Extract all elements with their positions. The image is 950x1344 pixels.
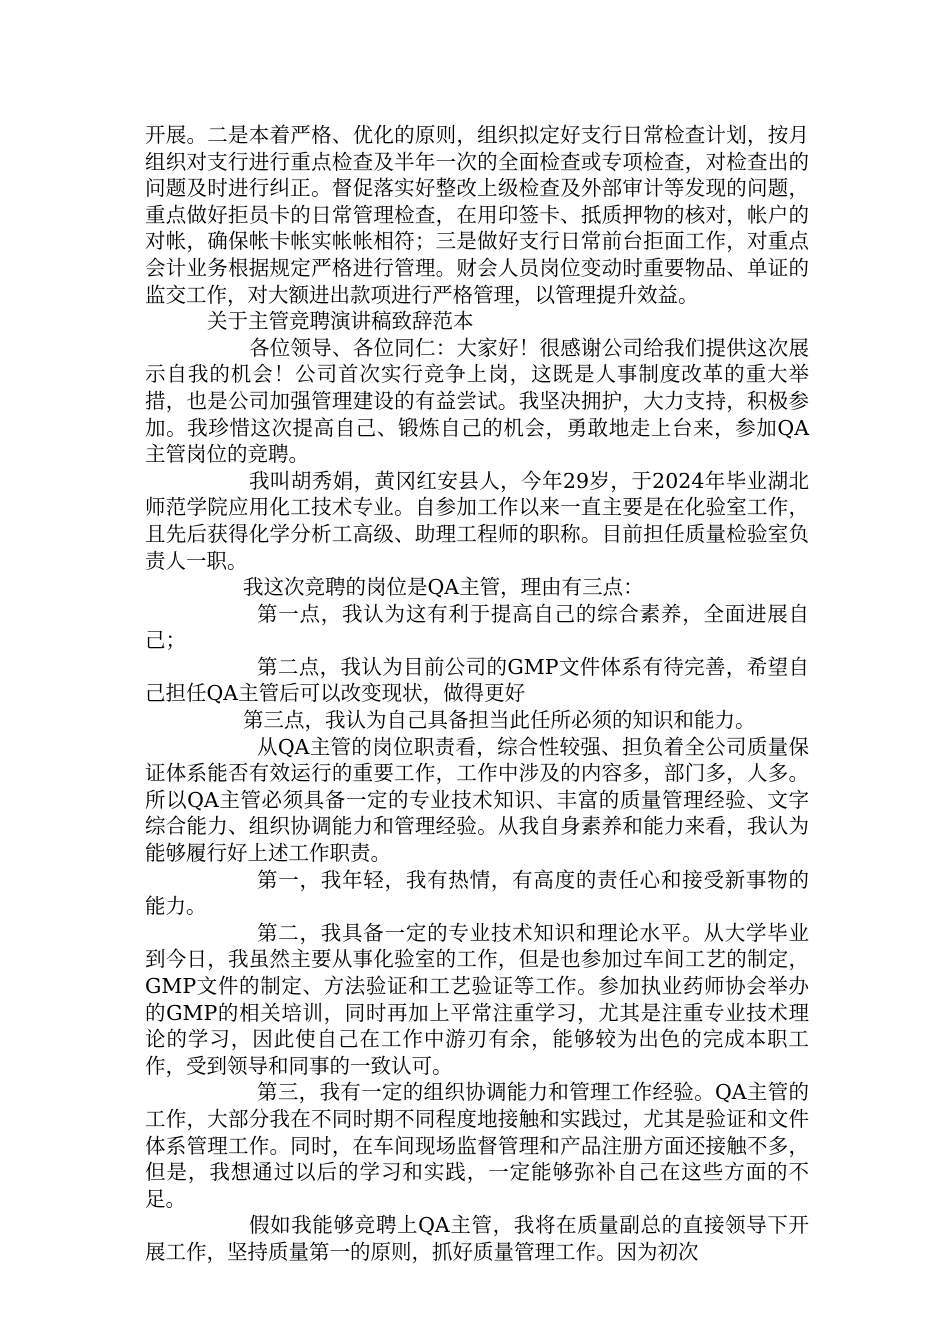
paragraph-continuation: 开展。二是本着严格、优化的原则，组织拟定好支行日常检查计划，按月组织对支行进行重点检查及半年一次的全面检查或专项检查，对检查出的问题及时进行纠正。督促落实好整改上级检查及外部审计等发现的问题，重点做好拒员卡的日常管理检查，在用印签卡、抵质押物的核对，帐户的对帐，确保帐卡帐实帐帐相符；三是做好支行日常前台拒面工作，对重点会计业务根据规定严格进行管理。财会人员岗位变动时重要物品、单证的监交工作，对大额进出款项进行严格管理，以管理提升效益。	[145, 123, 809, 307]
paragraph-reason-1: 第一点，我认为这有利于提高自己的综合素养，全面进展自己；	[145, 601, 809, 653]
paragraph-reason-2: 第二点，我认为目前公司的GMP文件体系有待完善，希望自己担任QA主管后可以改变现状，做得更好	[145, 654, 809, 706]
paragraph-self-intro: 我叫胡秀娟，黄冈红安县人，今年29岁，于2024年毕业湖北师范学院应用化工技术专业。自参加工作以来一直主要是在化验室工作，且先后获得化学分析工高级、助理工程师的职称。目前担任质量检验室负责人一职。	[145, 468, 809, 573]
paragraph-position: 我这次竞聘的岗位是QA主管，理由有三点：	[243, 575, 644, 600]
paragraph-plan: 假如我能够竞聘上QA主管，我将在质量副总的直接领导下开展工作，坚持质量第一的原则，抓好质量管理工作。因为初次	[145, 1213, 809, 1264]
paragraph-greeting: 各位领导、各位同仁：大家好！很感谢公司给我们提供这次展示自我的机会！公司首次实行竞争上岗，这既是人事制度改革的重大举措，也是公司加强管理建设的有益尝试。我坚决拥护，大力支持，积极参加。我珍惜这次提高自己、锻炼自己的机会，勇敢地走上台来，参加QA主管岗位的竞聘。	[145, 335, 809, 467]
paragraph-point-3: 第三，我有一定的组织协调能力和管理工作经验。QA主管的工作，大部分我在不同时期不同程度地接触和实践过，尤其是验证和文件体系管理工作。同时，在车间现场监督管理和产品注册方面还接触不多，但是，我想通过以后的学习和实践，一定能够弥补自己在这些方面的不足。	[145, 1080, 809, 1211]
section-title: 关于主管竞聘演讲稿致辞范本	[207, 309, 474, 334]
paragraph-duties: 从QA主管的岗位职责看，综合性较强、担负着全公司质量保证体系能否有效运行的重要工作，工作中涉及的内容多，部门多，人多。所以QA主管必须具备一定的专业技术知识、丰富的质量管理经验、文字综合能力、组织协调能力和管理经验。从我自身素养和能力来看，我认为能够履行好上述工作职责。	[145, 734, 809, 866]
paragraph-reason-3: 第三点，我认为自己具备担当此任所必须的知识和能力。	[243, 708, 756, 733]
document-page	[145, 122, 809, 1266]
paragraph-point-1: 第一，我年轻，我有热情，有高度的责任心和接受新事物的能力。	[145, 867, 809, 919]
paragraph-point-2: 第二，我具备一定的专业技术知识和理论水平。从大学毕业到今日，我虽然主要从事化验室的工作，但是也参加过车间工艺的制定，GMP文件的制定、方法验证和工艺验证等工作。参加执业药师协会举办的GMP的相关培训，同时再加上平常注重学习，尤其是注重专业技术理论的学习，因此使自己在工作中游刃有余，能够较为出色的完成本职工作，受到领导和同事的一致认可。	[145, 920, 809, 1078]
